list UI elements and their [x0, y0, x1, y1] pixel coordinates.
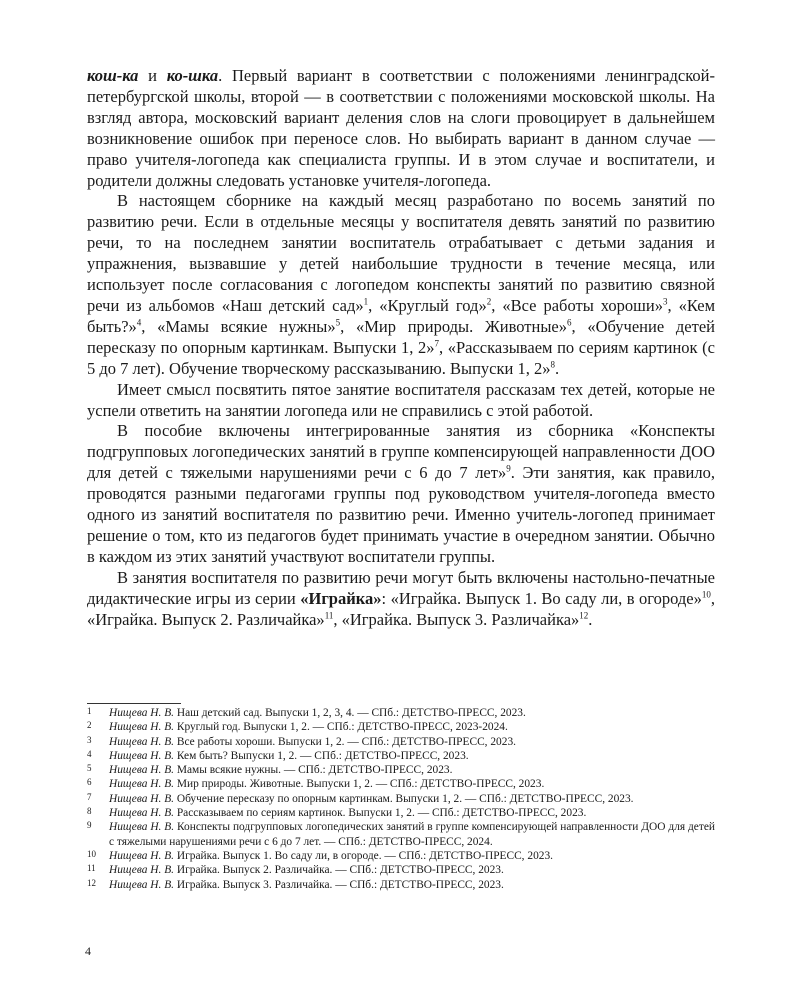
footnote-2: [87, 720, 715, 734]
footnote-ref-6: 6: [567, 317, 572, 328]
footnote-4: [87, 749, 715, 763]
footnote-number: 9: [87, 820, 92, 831]
footnote-number: 4: [87, 748, 92, 759]
footnote-citation: Круглый год. Выпуски 1, 2. — СПб.: ДЕТСТВО-ПРЕСС, 2023-2024.: [174, 721, 508, 734]
text-segment: , «Кем быть?»: [87, 295, 716, 336]
page-number: 4: [85, 944, 91, 958]
paragraph-5: [87, 568, 715, 631]
footnote-8: [87, 806, 715, 820]
text-segment: . Эти занятия, как правило, проводятся разными педагогами группы под руководством учителя-логопеда вместо одного из занятий воспитателя по развитию речи. Именно учитель-логопед принимает решение о том, кто из педагогов будет принимать участие в очередном занятии. Обычно в каждом из этих занятий участвуют воспитатели группы.: [87, 463, 715, 566]
footnote-ref-12: 12: [579, 610, 589, 621]
footnote-3: [87, 735, 715, 749]
footnote-citation: Все работы хороши. Выпуски 1, 2. — СПб.: ДЕТСТВО-ПРЕСС, 2023.: [174, 735, 516, 748]
footnote-number: 8: [87, 806, 92, 817]
paragraph-4: [87, 421, 715, 567]
main-text: [87, 66, 715, 630]
footnote-text: [109, 735, 715, 749]
footnote-citation: Играйка. Выпуск 2. Различайка. — СПб.: ДЕТСТВО-ПРЕСС, 2023.: [174, 864, 504, 877]
footnote-citation: Играйка. Выпуск 1. Во саду ли, в огороде. — СПб.: ДЕТСТВО-ПРЕСС, 2023.: [174, 849, 554, 862]
footnote-text: [109, 849, 715, 863]
footnote-citation: Мамы всякие нужны. — СПб.: ДЕТСТВО-ПРЕСС, 2023.: [174, 764, 453, 777]
conjunction: и: [138, 66, 167, 85]
footnote-5: [87, 763, 715, 777]
footnote-author: Нищева Н. В.: [109, 778, 174, 791]
text-segment: , «Все работы хороши»: [491, 295, 663, 315]
text-segment: , «Играйка. Выпуск 3. Различайка»: [333, 609, 580, 629]
footnote-number: 3: [87, 734, 92, 745]
footnote-text: [109, 806, 715, 820]
footnote-citation: Конспекты подгрупповых логопедических занятий в группе компенсирующей направленности ДОО для детей с тяжелыми нарушениями речи с 6 до 7 лет. — СПб.: ДЕТСТВО-ПРЕСС, 2024.: [109, 821, 715, 848]
footnote-text: [109, 749, 715, 763]
text-segment: , «Играйка. Выпуск 2. Различайка»: [87, 588, 715, 629]
text-segment: , «Круглый год»: [368, 295, 487, 315]
footnote-ref-7: 7: [434, 338, 439, 349]
footnote-text: [109, 763, 715, 777]
footnote-ref-10: 10: [701, 589, 711, 600]
footnotes: [87, 706, 715, 892]
footnote-6: [87, 777, 715, 791]
text-segment: : «Играйка. Выпуск 1. Во саду ли, в огороде»: [381, 588, 702, 608]
footnote-citation: Обучение пересказу по опорным картинкам. Выпуски 1, 2. — СПб.: ДЕТСТВО-ПРЕСС, 2023.: [174, 792, 634, 805]
paragraph-1: [87, 66, 715, 191]
footnote-text: [109, 792, 715, 806]
footnote-citation: Мир природы. Животные. Выпуски 1, 2. — СПб.: ДЕТСТВО-ПРЕСС, 2023.: [174, 778, 545, 791]
paragraph-3: Имеет смысл посвятить пятое занятие воспитателя рассказам тех детей, которые не успели ответить на занятии логопеда или не справились с этой работой.: [87, 379, 715, 420]
footnote-author: Нищева Н. В.: [109, 764, 174, 777]
text-segment: .: [588, 609, 593, 629]
footnote-11: [87, 863, 715, 877]
text-segment: В пособие включены интегрированные занятия из сборника «Конспекты подгрупповых логопедических занятий в группе компенсирующей направленности ДОО для детей с тяжелыми нарушениями речи с 6 до 7 лет»: [87, 421, 715, 483]
footnote-author: Нищева Н. В.: [109, 878, 174, 891]
text-segment: В настоящем сборнике на каждый месяц разработано по восемь занятий по развитию речи. Если в отдельные месяцы у воспитателя девять занятий по развитию речи, то на последнем занятии воспитатель отрабатывает с детьми задания и упражнения, вызвавшие у детей наибольшие трудности в течение месяца, или использует после согласования с логопедом конспекты занятий по развитию связной речи из альбомов «Наш детский сад»: [87, 191, 715, 315]
paragraph-1-text: . Первый вариант в соответствии с положениями ленинградской-петербургской школы, второй — в соответствии с положениями московской школы. На взгляд автора, московский вариант деления слов на слоги провоцирует в дальнейшем возникновение ошибок при переносе слов. Но выбирать вариант в данном случае — право учителя-логопеда как специалиста группы. И в этом случае и воспитатели, и родители должны следовать установке учителя-логопеда.: [87, 66, 715, 190]
footnote-ref-2: 2: [486, 296, 492, 307]
paragraph-2: [87, 191, 715, 379]
footnote-number: 7: [87, 791, 92, 802]
footnote-12: [87, 878, 715, 892]
text-segment: , «Мамы всякие нужны»: [141, 316, 336, 336]
text-segment: , «Мир природы. Животные»: [340, 316, 568, 336]
syllable-example-2: ко-шка: [166, 66, 219, 85]
footnote-ref-3: 3: [662, 296, 668, 307]
text-segment: .: [554, 358, 560, 378]
footnote-divider: [87, 703, 181, 704]
footnote-text: [109, 820, 715, 849]
footnote-text: [109, 863, 715, 877]
text-segment: , «Обучение детей пересказу по опорным картинкам. Выпуски 1, 2»: [87, 316, 715, 357]
footnote-ref-5: 5: [335, 317, 341, 328]
footnote-1: [87, 706, 715, 720]
footnote-author: Нищева Н. В.: [109, 707, 174, 719]
text-segment: В занятия воспитателя по развитию речи могут быть включены настольно-печатные дидактические игры из серии: [87, 567, 715, 608]
footnote-number: 5: [87, 763, 92, 774]
footnote-author: Нищева Н. В.: [109, 749, 174, 762]
footnote-9: [87, 820, 715, 849]
footnote-author: Нищева Н. В.: [109, 849, 174, 862]
footnote-ref-9: 9: [506, 463, 511, 474]
footnote-text: [109, 720, 715, 734]
footnote-author: Нищева Н. В.: [109, 792, 174, 805]
footnote-author: Нищева Н. В.: [109, 807, 174, 820]
footnote-citation: Кем быть? Выпуски 1, 2. — СПб.: ДЕТСТВО-ПРЕСС, 2023.: [174, 749, 469, 762]
footnote-number: 11: [87, 863, 96, 874]
footnote-citation: Играйка. Выпуск 3. Различайка. — СПб.: ДЕТСТВО-ПРЕСС, 2023.: [174, 878, 504, 891]
footnote-author: Нищева Н. В.: [109, 721, 174, 734]
footnote-text: [109, 777, 715, 791]
text-segment: , «Рассказываем по сериям картинок (с 5 до 7 лет). Обучение творческому рассказыванию. Выпуски 1, 2»: [87, 337, 715, 378]
footnote-citation: Рассказываем по сериям картинок. Выпуски 1, 2. — СПб.: ДЕТСТВО-ПРЕСС, 2023.: [174, 807, 587, 820]
footnote-10: [87, 849, 715, 863]
series-name: «Играйка»: [300, 588, 382, 608]
footnote-ref-11: 11: [324, 610, 334, 621]
footnote-number: 2: [87, 720, 92, 731]
footnote-ref-1: 1: [363, 296, 369, 307]
footnote-7: [87, 792, 715, 806]
footnote-number: 1: [87, 706, 92, 716]
footnote-ref-8: 8: [550, 359, 555, 370]
footnote-author: Нищева Н. В.: [109, 735, 174, 748]
footnote-text: [109, 878, 715, 892]
footnote-number: 6: [87, 777, 92, 788]
footnote-author: Нищева Н. В.: [109, 864, 174, 877]
syllable-example-1: кош-ка: [87, 66, 139, 85]
footnote-text: [109, 706, 715, 720]
footnote-ref-4: 4: [136, 317, 142, 328]
footnote-number: 12: [87, 877, 96, 888]
footnote-author: Нищева Н. В.: [109, 821, 175, 834]
footnote-number: 10: [87, 848, 96, 859]
footnote-citation: Наш детский сад. Выпуски 1, 2, 3, 4. — СПб.: ДЕТСТВО-ПРЕСС, 2023.: [174, 707, 526, 719]
